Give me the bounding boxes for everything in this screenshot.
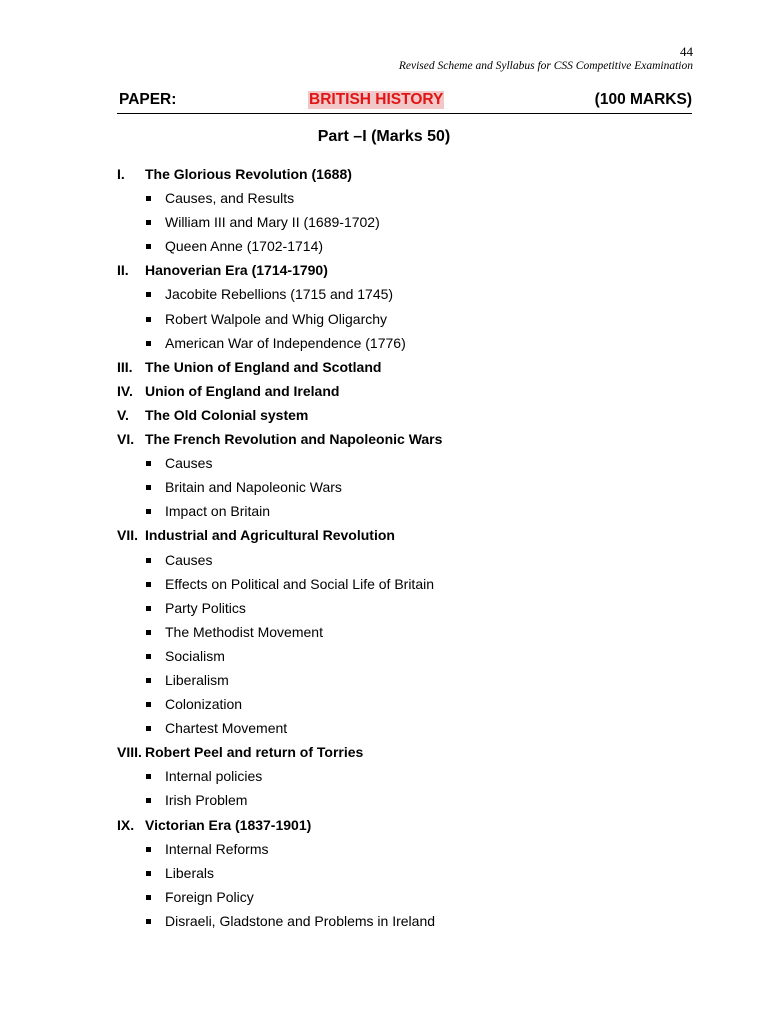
list-item-text: William III and Mary II (1689-1702) xyxy=(165,214,380,231)
list-item xyxy=(117,644,692,668)
section-numeral: IV. xyxy=(117,382,133,399)
list-item xyxy=(117,692,692,716)
square-bullet-icon xyxy=(146,871,151,876)
paper-marks: (100 MARKS) xyxy=(594,91,692,108)
section-numeral: V. xyxy=(117,406,129,423)
square-bullet-icon xyxy=(146,244,151,249)
list-item-text: Liberalism xyxy=(165,671,229,688)
list-item-text: Disraeli, Gladstone and Problems in Ireland xyxy=(165,912,436,929)
section-heading xyxy=(117,379,692,403)
square-bullet-icon xyxy=(146,317,151,322)
list-item xyxy=(117,451,692,475)
section-numeral: VIII. xyxy=(117,744,142,761)
list-item-text: Causes, and Results xyxy=(165,190,295,207)
section-title: Union of England and Ireland xyxy=(145,382,340,399)
list-item-text: Party Politics xyxy=(165,599,246,616)
list-item-text: Causes xyxy=(165,455,213,472)
square-bullet-icon xyxy=(146,196,151,201)
square-bullet-icon xyxy=(146,558,151,563)
section-title: The French Revolution and Napoleonic Wars xyxy=(145,431,443,448)
list-item xyxy=(117,716,692,740)
section-heading xyxy=(117,740,692,764)
paper-subject: BRITISH HISTORY xyxy=(309,91,444,108)
section-title: Hanoverian Era (1714-1790) xyxy=(145,262,328,279)
list-item xyxy=(117,307,692,331)
square-bullet-icon xyxy=(146,461,151,466)
square-bullet-icon xyxy=(146,485,151,490)
list-item xyxy=(117,210,692,234)
section-heading xyxy=(117,355,692,379)
paper-label: PAPER: xyxy=(119,91,177,108)
square-bullet-icon xyxy=(146,798,151,803)
square-bullet-icon xyxy=(146,774,151,779)
list-item-text: Effects on Political and Social Life of Britain xyxy=(165,575,435,592)
list-item-text: Impact on Britain xyxy=(165,503,271,520)
list-item xyxy=(117,331,692,355)
square-bullet-icon xyxy=(146,292,151,297)
list-item-text: Foreign Policy xyxy=(165,888,254,905)
section-numeral: I. xyxy=(117,166,125,182)
list-item xyxy=(117,234,692,258)
list-item xyxy=(117,764,692,788)
list-item-text: Chartest Movement xyxy=(165,720,288,737)
square-bullet-icon xyxy=(146,509,151,514)
square-bullet-icon xyxy=(146,895,151,900)
list-item-text: Robert Walpole and Whig Oligarchy xyxy=(165,310,388,327)
square-bullet-icon xyxy=(146,341,151,346)
section-numeral: IX. xyxy=(117,816,135,833)
list-item xyxy=(117,499,692,523)
list-item-text: Socialism xyxy=(165,647,225,664)
part-title: Part –I (Marks 50) xyxy=(317,128,451,145)
section-heading xyxy=(117,427,692,451)
square-bullet-icon xyxy=(146,919,151,924)
list-item-text: Causes xyxy=(165,551,213,568)
list-item-text: Queen Anne (1702-1714) xyxy=(165,238,324,255)
square-bullet-icon xyxy=(146,220,151,225)
section-numeral: VII. xyxy=(117,527,139,544)
list-item-text: Britain and Napoleonic Wars xyxy=(165,479,342,496)
list-item-text: American War of Independence (1776) xyxy=(165,334,406,351)
section-title: Industrial and Agricultural Revolution xyxy=(145,527,395,544)
square-bullet-icon xyxy=(146,678,151,683)
list-item xyxy=(117,620,692,644)
list-item xyxy=(117,788,692,812)
section-heading xyxy=(117,813,692,837)
square-bullet-icon xyxy=(146,702,151,707)
section-title: The Glorious Revolution (1688) xyxy=(145,166,352,182)
list-item-text: Liberals xyxy=(165,864,215,881)
syllabus-list xyxy=(117,162,692,933)
list-item xyxy=(117,572,692,596)
list-item-text: The Methodist Movement xyxy=(165,623,323,640)
section-title: Robert Peel and return of Torries xyxy=(145,744,364,761)
list-item-text: Internal Reforms xyxy=(165,840,269,857)
paper-heading xyxy=(117,91,692,114)
list-item xyxy=(117,909,692,933)
list-item-text: Internal policies xyxy=(165,768,263,785)
square-bullet-icon xyxy=(146,726,151,731)
section-title: The Old Colonial system xyxy=(145,406,309,423)
square-bullet-icon xyxy=(146,630,151,635)
square-bullet-icon xyxy=(146,847,151,852)
section-title: The Union of England and Scotland xyxy=(145,358,382,375)
list-item xyxy=(117,548,692,572)
square-bullet-icon xyxy=(146,606,151,611)
section-title: Victorian Era (1837-1901) xyxy=(145,816,312,833)
section-numeral: III. xyxy=(117,358,133,375)
list-item-text: Irish Problem xyxy=(165,792,248,809)
list-item xyxy=(117,885,692,909)
running-header: Revised Scheme and Syllabus for CSS Competitive Examination xyxy=(398,60,693,72)
list-item xyxy=(117,475,692,499)
list-item xyxy=(117,668,692,692)
section-numeral: II. xyxy=(117,262,129,279)
list-item xyxy=(117,861,692,885)
section-heading xyxy=(117,258,692,282)
list-item xyxy=(117,186,692,210)
square-bullet-icon xyxy=(146,582,151,587)
section-heading xyxy=(117,523,692,547)
list-item-text: Colonization xyxy=(165,696,243,713)
section-heading xyxy=(117,162,692,186)
list-item xyxy=(117,282,692,306)
list-item xyxy=(117,596,692,620)
section-numeral: VI. xyxy=(117,431,135,448)
section-heading xyxy=(117,403,692,427)
list-item xyxy=(117,837,692,861)
square-bullet-icon xyxy=(146,654,151,659)
page-number: 44 xyxy=(680,44,693,59)
list-item-text: Jacobite Rebellions (1715 and 1745) xyxy=(165,286,394,303)
